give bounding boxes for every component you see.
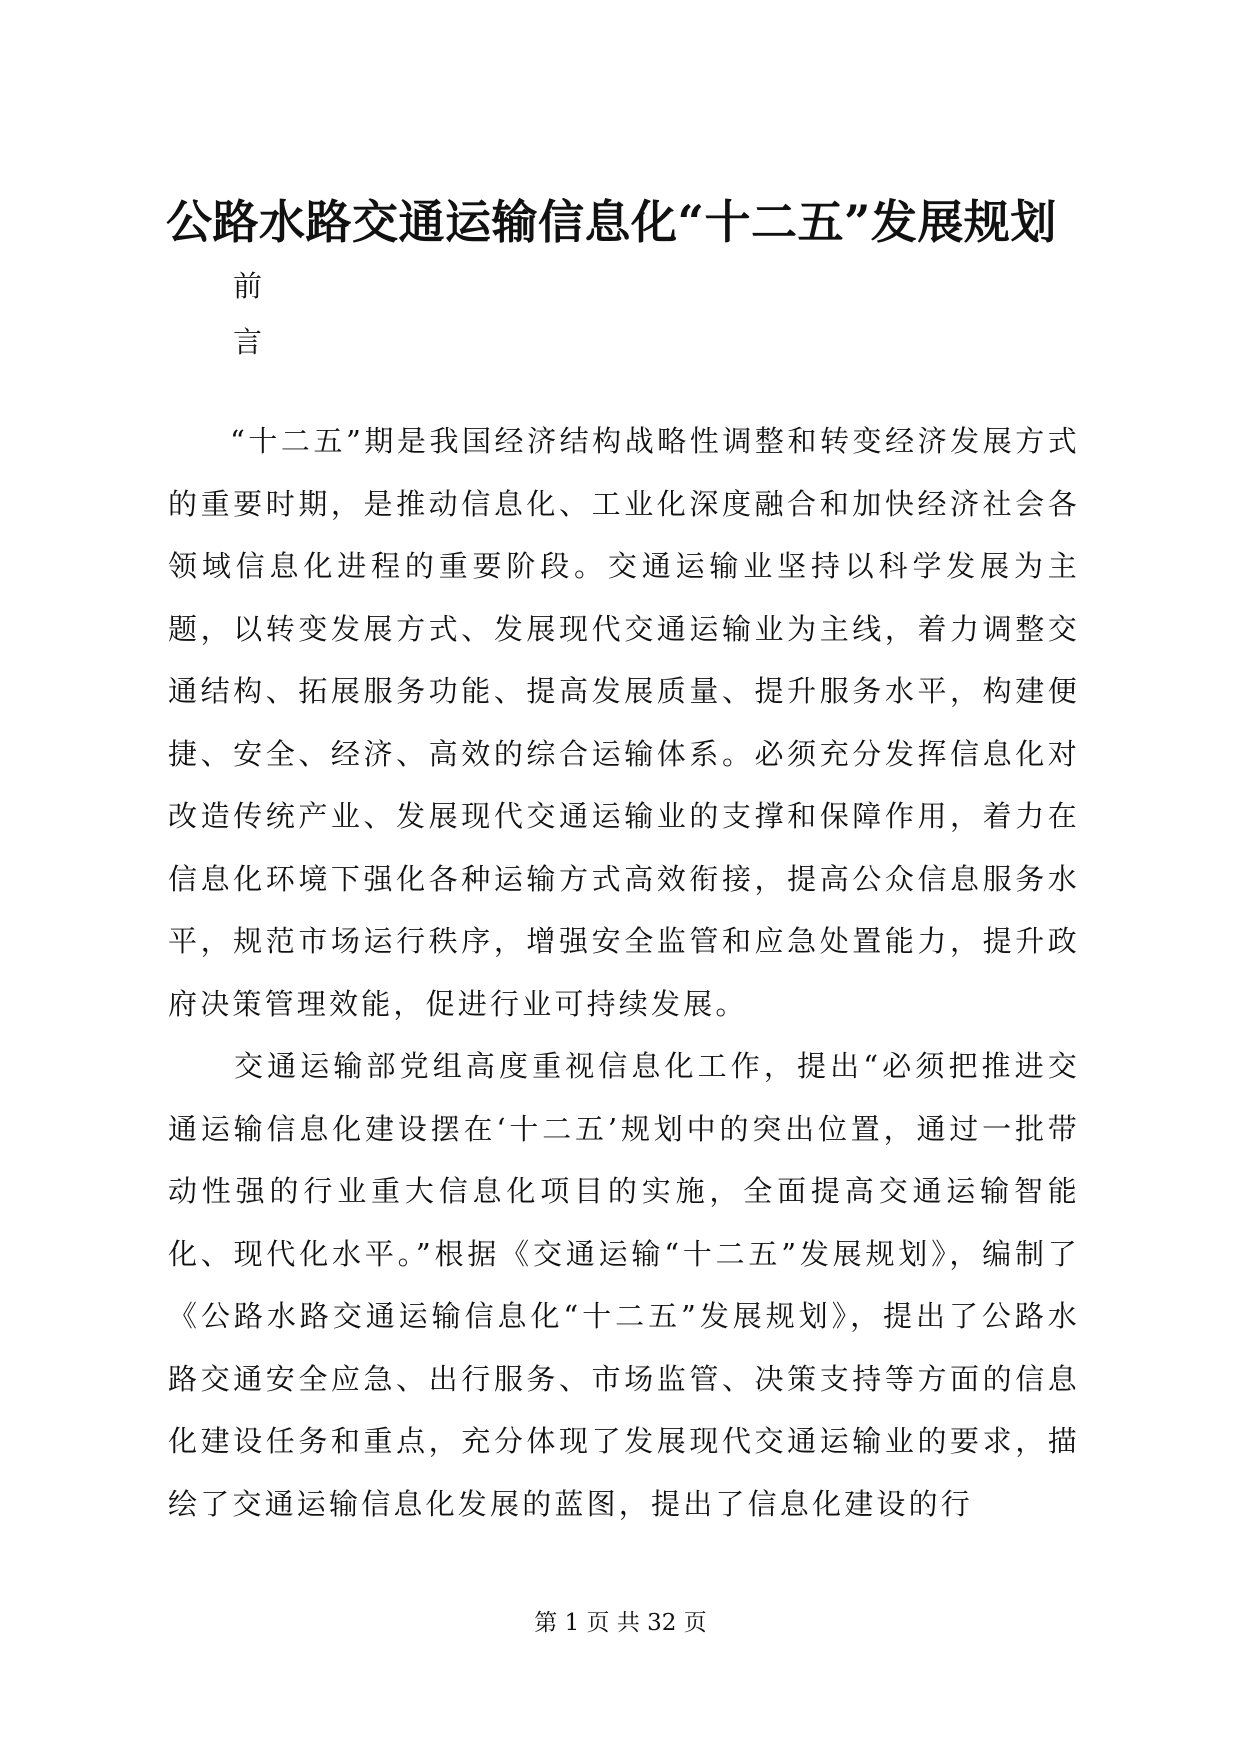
body-paragraph-1: “十二五”期是我国经济结构战略性调整和转变经济发展方式的重要时期，是推动信息化、工业化深度融合和加快经济社会各领域信息化进程的重要阶段。交通运输业坚持以科学发展为主题，以转变发展方式、发展现代交通运输业为主线，着力调整交通结构、拓展服务功能、提高发展质量、提升服务水平，构建便捷、安全、经济、高效的综合运输体系。必须充分发挥信息化对改造传统产业、发展现代交通运输业的支撑和保障作用，着力在信息化环境下强化各种运输方式高效衔接，提高公众信息服务水平，规范市场运行秩序，增强安全监管和应急处置能力，提升政府决策管理效能，促进行业可持续发展。	[168, 424, 1080, 1021]
preface-heading-char-1: 前	[233, 269, 263, 303]
document-title: 公路水路交通运输信息化“十二五”发展规划	[166, 195, 1057, 249]
page-footer: 第 1 页 共 32 页	[534, 1610, 707, 1636]
preface-heading-char-2: 言	[233, 325, 263, 359]
body-paragraph-2: 交通运输部党组高度重视信息化工作，提出“必须把推进交通运输信息化建设摆在‘十二五’规划中的突出位置，通过一批带动性强的行业重大信息化项目的实施，全面提高交通运输智能化、现代化水平。”根据《交通运输“十二五”发展规划》，编制了《公路水路交通运输信息化“十二五”发展规划》，提出了公路水路交通安全应急、出行服务、市场监管、决策支持等方面的信息化建设任务和重点，充分体现了发展现代交通运输业的要求，描绘了交通运输信息化发展的蓝图，提出了信息化建设的行	[168, 1049, 1080, 1521]
